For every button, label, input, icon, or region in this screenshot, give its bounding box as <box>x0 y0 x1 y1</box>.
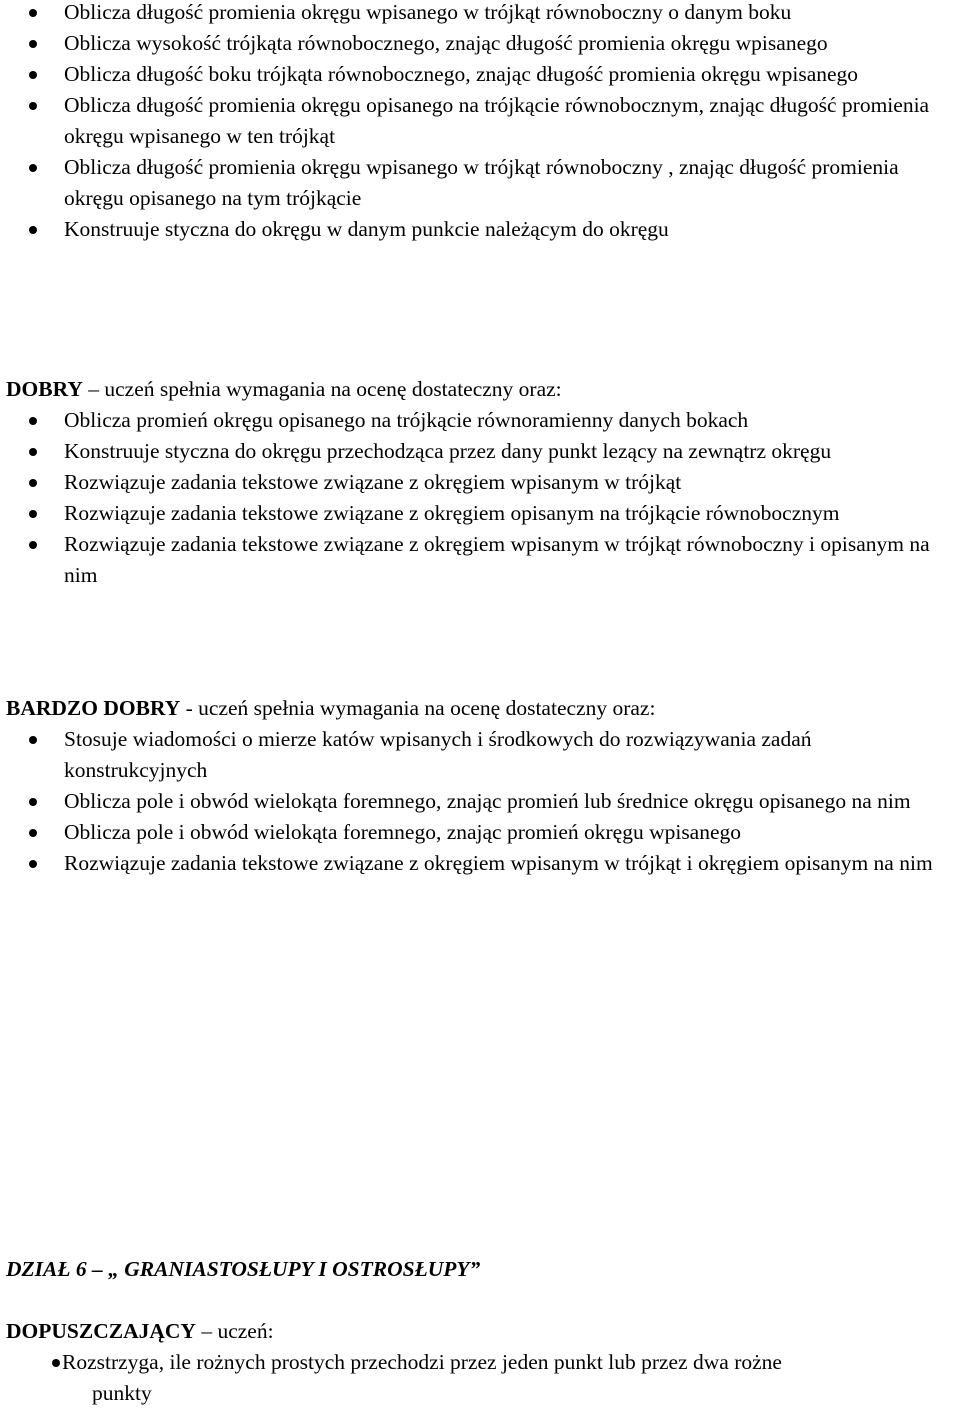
requirements-list-dostateczny <box>0 0 960 245</box>
heading-text: - uczeń spełnia wymagania na ocenę dostateczny oraz: <box>180 696 656 720</box>
list-item-text: Oblicza długość boku trójkąta równobocznego, znając długość promienia okręgu wpisanego <box>64 62 859 86</box>
list-item-text <box>62 1350 956 1409</box>
list-item-text: Oblicza długość promienia okręgu wpisanego w trójkąt równoboczny o danym boku <box>64 0 792 24</box>
section-heading <box>0 693 960 724</box>
section-dopuszczajacy <box>0 1316 960 1409</box>
list-item <box>0 0 960 28</box>
bullet-list <box>0 0 960 245</box>
list-item-text: Oblicza długość promienia okręgu wpisanego w trójkąt równoboczny , znając długość promienia okręgu opisanego na tym trójkącie <box>64 155 899 210</box>
bullet-icon <box>29 102 37 110</box>
list-item <box>0 817 960 848</box>
bullet-list <box>0 1347 960 1409</box>
bullet-icon <box>29 9 37 17</box>
bullet-icon <box>29 798 37 806</box>
bullet-icon <box>29 479 37 487</box>
bullet-icon <box>29 164 37 172</box>
list-item-text: Oblicza wysokość trójkąta równobocznego, znając długość promienia okręgu wpisanego <box>64 31 828 55</box>
list-item-text: Oblicza pole i obwód wielokąta foremnego, znając promień okręgu wpisanego <box>64 820 742 844</box>
list-item-text: Rozwiązuje zadania tekstowe związane z okręgiem wpisanym w trójkąt <box>64 470 682 494</box>
list-item <box>0 214 960 245</box>
list-item-text: Stosuje wiadomości o mierze katów wpisanych i środkowych do rozwiązywania zadań konstrukcyjnych <box>64 727 812 782</box>
section-heading <box>0 374 960 405</box>
grade-label: BARDZO DOBRY <box>6 696 181 720</box>
bullet-icon <box>29 860 37 868</box>
list-item <box>0 436 960 467</box>
list-item <box>0 724 960 786</box>
bullet-icon <box>52 1359 60 1367</box>
bullet-icon <box>29 448 37 456</box>
section-heading <box>0 1316 960 1347</box>
bullet-icon <box>29 541 37 549</box>
bullet-icon <box>29 736 37 744</box>
list-item-text: Rozwiązuje zadania tekstowe związane z okręgiem wpisanym w trójkąt równoboczny i opisanym na nim <box>64 532 930 587</box>
list-item-text: Rozwiązuje zadania tekstowe związane z okręgiem opisanym na trójkącie równobocznym <box>64 501 840 525</box>
bullet-icon <box>29 40 37 48</box>
list-item <box>0 405 960 436</box>
section-bardzo-dobry <box>0 693 960 879</box>
list-item-text: Oblicza długość promienia okręgu opisanego na trójkącie równobocznym, znając długość promienia okręgu wpisanego w ten trójkąt <box>64 93 930 148</box>
section-dobry <box>0 374 960 591</box>
list-item-text: Konstruuje styczna do okręgu przechodząca przez dany punkt lezący na zewnątrz okręgu <box>64 439 832 463</box>
bullet-list <box>0 405 960 591</box>
bullet-icon <box>29 226 37 234</box>
bullet-icon <box>29 510 37 518</box>
list-item <box>0 786 960 817</box>
bullet-icon <box>29 829 37 837</box>
grade-label: DOBRY <box>6 377 83 401</box>
list-item-line: Rozstrzyga, ile rożnych prostych przechodzi przez jeden punkt lub przez dwa rożne <box>62 1350 782 1374</box>
bullet-list <box>0 724 960 879</box>
list-item <box>0 529 960 591</box>
list-item-text: Oblicza pole i obwód wielokąta foremnego, znając promień lub średnice okręgu opisanego na nim <box>64 789 911 813</box>
heading-text: – uczeń: <box>195 1319 274 1343</box>
list-item <box>0 59 960 90</box>
list-item <box>0 467 960 498</box>
heading-text: – uczeń spełnia wymagania na ocenę dostateczny oraz: <box>82 377 562 401</box>
bullet-icon <box>29 71 37 79</box>
list-item <box>0 498 960 529</box>
list-item <box>0 848 960 879</box>
list-item-line: punkty <box>92 1381 152 1405</box>
chapter-title: DZIAŁ 6 – „ GRANIASTOSŁUPY I OSTROSŁUPY” <box>6 1257 481 1281</box>
list-item-text: Rozwiązuje zadania tekstowe związane z okręgiem wpisanym w trójkąt i okręgiem opisanym na nim <box>64 851 933 875</box>
list-item <box>0 1347 960 1409</box>
grade-label: DOPUSZCZAJĄCY <box>6 1319 196 1343</box>
list-item <box>0 152 960 214</box>
list-item-text: Oblicza promień okręgu opisanego na trójkącie równoramienny danych bokach <box>64 408 749 432</box>
list-item <box>0 28 960 59</box>
list-item <box>0 90 960 152</box>
bullet-icon <box>29 417 37 425</box>
list-item-text: Konstruuje styczna do okręgu w danym punkcie należącym do okręgu <box>64 217 669 241</box>
